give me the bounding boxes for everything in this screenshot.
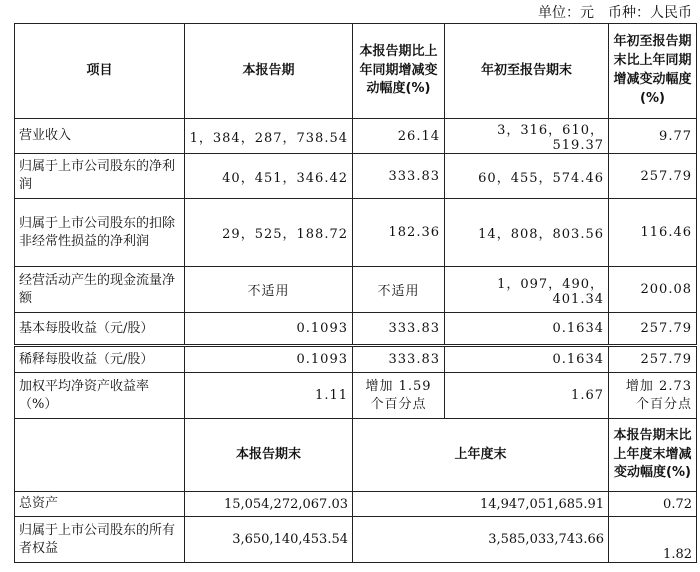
cell-ytd-yoy: 257.79 [609, 154, 697, 199]
table-row [15, 346, 697, 373]
table-row [15, 267, 697, 313]
table-row [15, 199, 697, 267]
cell-current-yoy: 333.83 [353, 154, 445, 199]
table-header-row [15, 24, 697, 119]
subheader-prior-year-end: 上年度末 [353, 419, 609, 492]
cell-ytd-yoy: 200.08 [609, 267, 697, 313]
table-subheader-row [15, 419, 697, 492]
cell-current: 40，451，346.42 [185, 154, 353, 199]
table-row [15, 313, 697, 346]
header-current-yoy: 本报告期比上年同期增减变动幅度(%) [353, 24, 445, 119]
subheader-change: 本报告期末比上年度末增减变动幅度(%) [609, 419, 697, 492]
cell-ytd-yoy: 257.79 [609, 346, 697, 373]
cell-ytd: 0.1634 [445, 313, 609, 346]
cell-current: 29，525，188.72 [185, 199, 353, 267]
cell-ytd: 1.67 [445, 373, 609, 419]
cell-prior-year-end: 14,947,051,685.91 [353, 492, 609, 517]
table-row [15, 517, 697, 563]
row-label: 总资产 [15, 492, 185, 517]
cell-prior-year-end: 3,585,033,743.66 [353, 517, 609, 563]
cell-ytd-yoy: 9.77 [609, 119, 697, 154]
unit-currency-note: 单位：元 币种：人民币 [538, 5, 692, 21]
cell-current: 0.1093 [185, 313, 353, 346]
cell-current: 1，384，287，738.54 [185, 119, 353, 154]
cell-ytd: 1，097，490，401.34 [445, 267, 609, 313]
header-item: 项目 [15, 24, 185, 119]
table-row [15, 373, 697, 419]
cell-ytd: 3，316，610，519.37 [445, 119, 609, 154]
cell-current: 0.1093 [185, 346, 353, 373]
table-row [15, 119, 697, 154]
header-current-period: 本报告期 [185, 24, 353, 119]
cell-change: 1.82 [609, 517, 697, 563]
cell-current-yoy: 不适用 [353, 267, 445, 313]
cell-ytd-yoy: 116.46 [609, 199, 697, 267]
row-label: 归属于上市公司股东的扣除非经常性损益的净利润 [15, 199, 185, 267]
cell-ytd: 0.1634 [445, 346, 609, 373]
cell-change: 0.72 [609, 492, 697, 517]
cell-ytd-yoy: 增加 2.73 个百分点 [609, 373, 697, 419]
cell-current: 不适用 [185, 267, 353, 313]
cell-current-yoy: 26.14 [353, 119, 445, 154]
row-label: 归属于上市公司股东的净利润 [15, 154, 185, 199]
header-ytd-yoy: 年初至报告期末比上年同期增减变动幅度(%) [609, 24, 697, 119]
row-label: 基本每股收益（元/股） [15, 313, 185, 346]
financial-data-table [14, 23, 697, 563]
cell-current-yoy: 333.83 [353, 313, 445, 346]
row-label: 稀释每股收益（元/股） [15, 346, 185, 373]
table-row [15, 154, 697, 199]
cell-ytd: 14，808，803.56 [445, 199, 609, 267]
row-label: 经营活动产生的现金流量净额 [15, 267, 185, 313]
cell-current: 1.11 [185, 373, 353, 419]
cell-current-yoy: 182.36 [353, 199, 445, 267]
subheader-period-end: 本报告期末 [185, 419, 353, 492]
table-row [15, 492, 697, 517]
cell-ytd-yoy: 257.79 [609, 313, 697, 346]
subheader-empty [15, 419, 185, 492]
cell-current-yoy: 增加 1.59 个百分点 [353, 373, 445, 419]
row-label: 归属于上市公司股东的所有者权益 [15, 517, 185, 563]
cell-period-end: 3,650,140,453.54 [185, 517, 353, 563]
cell-current-yoy: 333.83 [353, 346, 445, 373]
row-label: 加权平均净资产收益率（%） [15, 373, 185, 419]
header-ytd: 年初至报告期末 [445, 24, 609, 119]
cell-ytd: 60，455，574.46 [445, 154, 609, 199]
cell-period-end: 15,054,272,067.03 [185, 492, 353, 517]
row-label: 营业收入 [15, 119, 185, 154]
